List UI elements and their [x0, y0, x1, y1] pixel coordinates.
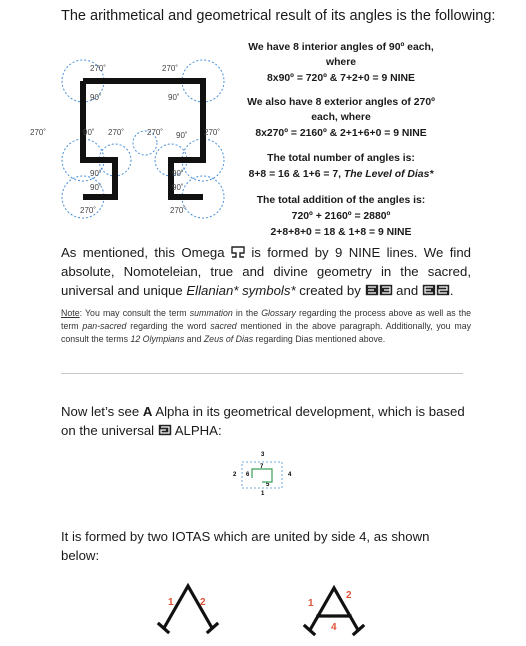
angle-90-tl: 90˚	[90, 93, 102, 102]
exterior-line-2: each, where	[311, 112, 371, 123]
interior-line-1: We have 8 interior angles of 90º each,	[248, 42, 434, 53]
side-1-label: 1	[261, 491, 265, 497]
ellanian-symbol-1-icon	[365, 284, 379, 296]
angle-270-tl: 270˚	[90, 64, 107, 73]
left-side-1: 1	[168, 597, 174, 608]
addition-sum: 2+8+8+0 = 18 & 1+8 = 9 NINE	[270, 227, 412, 238]
interior-calc: 8x90º = 720º & 7+2+0 = 9 NINE	[267, 73, 415, 84]
right-side-4: 4	[331, 622, 337, 633]
angle-90-mr: 90˚	[176, 131, 188, 140]
left-side-2: 2	[200, 597, 206, 608]
iotas-paragraph: It is formed by two IOTAS which are united by side 4, as shown below:	[61, 529, 430, 563]
omega-symbol-icon	[231, 246, 245, 258]
section-divider	[61, 373, 463, 374]
alpha-development-figure	[228, 448, 298, 498]
ellanian-symbol-3-icon	[422, 284, 436, 296]
angle-270-mr: 270˚	[204, 128, 221, 137]
angle-90-bl2: 90˚	[90, 183, 102, 192]
total-angles-title: The total number of angles is:	[267, 153, 415, 164]
angle-270-mc1: 270˚	[108, 128, 125, 137]
angle-270-ml: 270˚	[30, 128, 47, 137]
right-side-1: 1	[308, 598, 314, 609]
side-2-label: 2	[233, 472, 237, 478]
total-angles-calc: 8+8 = 16 & 1+6 = 7, The Level of Dias*	[248, 169, 434, 180]
angle-270-tr: 270˚	[162, 64, 179, 73]
angle-270-br: 270˚	[170, 206, 187, 215]
ellanian-symbol-2-icon	[379, 284, 393, 296]
total-addition-title: The total addition of the angles is:	[256, 195, 426, 206]
angle-90-ml: 90˚	[83, 128, 95, 137]
alpha-symbol-icon	[158, 424, 172, 436]
right-side-2: 2	[346, 590, 352, 601]
angle-90-tr: 90˚	[168, 93, 180, 102]
interior-line-2: where	[325, 57, 357, 68]
side-4-label: 4	[288, 472, 292, 478]
ellanian-symbol-4-icon	[436, 284, 450, 296]
side-3-label: 3	[261, 452, 265, 458]
angle-270-mc2: 270˚	[147, 128, 164, 137]
alpha-glyph: A	[142, 404, 153, 419]
exterior-calc: 8x270º = 2160º & 2+1+6+0 = 9 NINE	[255, 128, 427, 139]
addition-calc: 720º + 2160º = 2880º	[291, 211, 391, 222]
note-paragraph: Note: You may consult the term summation in the Glossary regarding the process above as well as the term pan-sacred regarding the word sacred mentioned in the above paragraph. Additionally, you may consult the terms 12 Olympians and Zeus of Dias regarding Dias mentioned above.	[61, 308, 472, 344]
omega-paragraph: As mentioned, this Omega is formed by 9 NINE lines. We find absolute, Nomoteleian, true and divine geometry in the sacred, universal and unique Ellanian* symbols* created by and .	[61, 245, 471, 298]
omega-angles-figure	[30, 55, 245, 225]
angle-90-br1: 90˚	[172, 169, 184, 178]
exterior-line-1: We also have 8 exterior angles of 270º	[247, 97, 435, 108]
side-5-label: 5	[266, 482, 270, 488]
alpha-left	[159, 586, 217, 632]
angle-90-bl1: 90˚	[90, 169, 102, 178]
page-heading: The arithmetical and geometrical result of its angles is the following:	[61, 8, 496, 24]
angle-270-bl: 270˚	[80, 206, 97, 215]
side-7-label: 7	[260, 464, 264, 470]
side-6-label: 6	[246, 472, 250, 478]
angle-90-br2: 90˚	[172, 183, 184, 192]
level-of-dias: The Level of Dias*	[343, 169, 434, 180]
alpha-paragraph: Now let’s see A Alpha in its geometrical development, which is based on the universal ALPHA:	[61, 404, 465, 438]
alpha-iotas-figure	[150, 580, 380, 646]
